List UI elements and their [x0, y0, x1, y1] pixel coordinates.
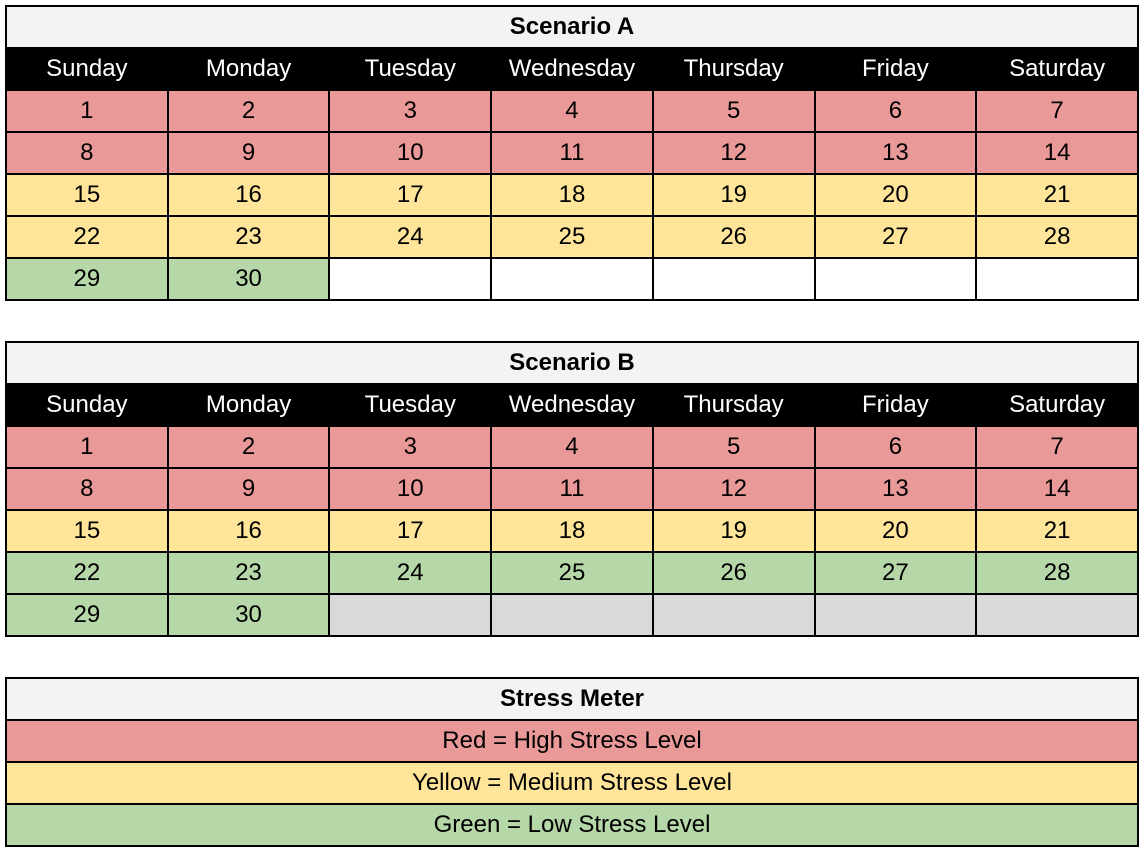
day-cell: 10: [329, 468, 491, 510]
day-cell: 7: [976, 426, 1138, 468]
day-cell: 4: [491, 426, 653, 468]
weekday-header: Thursday: [653, 384, 815, 426]
week-row: [6, 594, 1138, 636]
day-cell: 17: [329, 174, 491, 216]
day-cell: 9: [168, 132, 330, 174]
day-cell: 24: [329, 216, 491, 258]
legend-low-stress: Green = Low Stress Level: [6, 804, 1138, 846]
day-cell: 24: [329, 552, 491, 594]
day-cell: 26: [653, 552, 815, 594]
day-cell: 3: [329, 90, 491, 132]
weekday-header: Sunday: [6, 48, 168, 90]
weekday-header: Sunday: [6, 384, 168, 426]
day-cell: 20: [815, 174, 977, 216]
day-cell: 7: [976, 90, 1138, 132]
week-row: [6, 552, 1138, 594]
day-cell: 15: [6, 510, 168, 552]
legend-title-row: [6, 678, 1138, 720]
empty-day-cell: [976, 594, 1138, 636]
empty-day-cell: [976, 258, 1138, 300]
week-row: [6, 468, 1138, 510]
empty-day-cell: [491, 258, 653, 300]
day-cell: 27: [815, 216, 977, 258]
day-cell: 14: [976, 132, 1138, 174]
empty-day-cell: [491, 594, 653, 636]
empty-day-cell: [815, 594, 977, 636]
day-cell: 8: [6, 468, 168, 510]
scenario-b-title: Scenario B: [6, 342, 1138, 384]
calendar-title-row: [6, 342, 1138, 384]
empty-day-cell: [653, 258, 815, 300]
weekday-header: Wednesday: [491, 384, 653, 426]
weekday-header: Saturday: [976, 48, 1138, 90]
day-cell: 15: [6, 174, 168, 216]
day-cell: 14: [976, 468, 1138, 510]
day-cell: 16: [168, 510, 330, 552]
scenario-b-weeks: [6, 426, 1138, 636]
weekday-header: Tuesday: [329, 48, 491, 90]
week-row: [6, 174, 1138, 216]
day-cell: 22: [6, 552, 168, 594]
day-cell: 12: [653, 132, 815, 174]
calendar-title-row: [6, 6, 1138, 48]
scenario-a-calendar: [5, 5, 1139, 301]
legend-high-stress: Red = High Stress Level: [6, 720, 1138, 762]
day-cell: 30: [168, 258, 330, 300]
empty-day-cell: [329, 258, 491, 300]
legend-row: [6, 804, 1138, 846]
day-cell: 23: [168, 552, 330, 594]
legend-row: [6, 762, 1138, 804]
day-cell: 6: [815, 90, 977, 132]
day-cell: 28: [976, 552, 1138, 594]
day-cell: 29: [6, 594, 168, 636]
day-cell: 9: [168, 468, 330, 510]
week-row: [6, 90, 1138, 132]
weekday-header-row: [6, 384, 1138, 426]
day-cell: 8: [6, 132, 168, 174]
day-cell: 28: [976, 216, 1138, 258]
weekday-header: Saturday: [976, 384, 1138, 426]
weekday-header: Tuesday: [329, 384, 491, 426]
day-cell: 11: [491, 132, 653, 174]
weekday-header: Monday: [168, 48, 330, 90]
scenario-a-title: Scenario A: [6, 6, 1138, 48]
day-cell: 2: [168, 90, 330, 132]
day-cell: 21: [976, 174, 1138, 216]
weekday-header: Wednesday: [491, 48, 653, 90]
weekday-header: Monday: [168, 384, 330, 426]
week-row: [6, 510, 1138, 552]
day-cell: 17: [329, 510, 491, 552]
day-cell: 1: [6, 426, 168, 468]
day-cell: 11: [491, 468, 653, 510]
week-row: [6, 132, 1138, 174]
day-cell: 19: [653, 174, 815, 216]
day-cell: 27: [815, 552, 977, 594]
legend-medium-stress: Yellow = Medium Stress Level: [6, 762, 1138, 804]
day-cell: 2: [168, 426, 330, 468]
day-cell: 13: [815, 468, 977, 510]
scenario-b-calendar: [5, 341, 1139, 637]
day-cell: 1: [6, 90, 168, 132]
day-cell: 16: [168, 174, 330, 216]
weekday-header: Thursday: [653, 48, 815, 90]
day-cell: 25: [491, 216, 653, 258]
day-cell: 4: [491, 90, 653, 132]
day-cell: 3: [329, 426, 491, 468]
day-cell: 13: [815, 132, 977, 174]
day-cell: 22: [6, 216, 168, 258]
weekday-header: Friday: [815, 48, 977, 90]
day-cell: 5: [653, 90, 815, 132]
empty-day-cell: [329, 594, 491, 636]
weekday-header: Friday: [815, 384, 977, 426]
scenario-a-weeks: [6, 90, 1138, 300]
day-cell: 10: [329, 132, 491, 174]
stress-meter-legend: [5, 677, 1139, 847]
stress-meter-title: Stress Meter: [6, 678, 1138, 720]
week-row: [6, 258, 1138, 300]
day-cell: 20: [815, 510, 977, 552]
legend-row: [6, 720, 1138, 762]
day-cell: 26: [653, 216, 815, 258]
day-cell: 29: [6, 258, 168, 300]
day-cell: 21: [976, 510, 1138, 552]
day-cell: 19: [653, 510, 815, 552]
day-cell: 30: [168, 594, 330, 636]
weekday-header-row: [6, 48, 1138, 90]
empty-day-cell: [815, 258, 977, 300]
empty-day-cell: [653, 594, 815, 636]
day-cell: 18: [491, 174, 653, 216]
day-cell: 6: [815, 426, 977, 468]
day-cell: 12: [653, 468, 815, 510]
day-cell: 25: [491, 552, 653, 594]
day-cell: 23: [168, 216, 330, 258]
day-cell: 18: [491, 510, 653, 552]
week-row: [6, 216, 1138, 258]
week-row: [6, 426, 1138, 468]
day-cell: 5: [653, 426, 815, 468]
